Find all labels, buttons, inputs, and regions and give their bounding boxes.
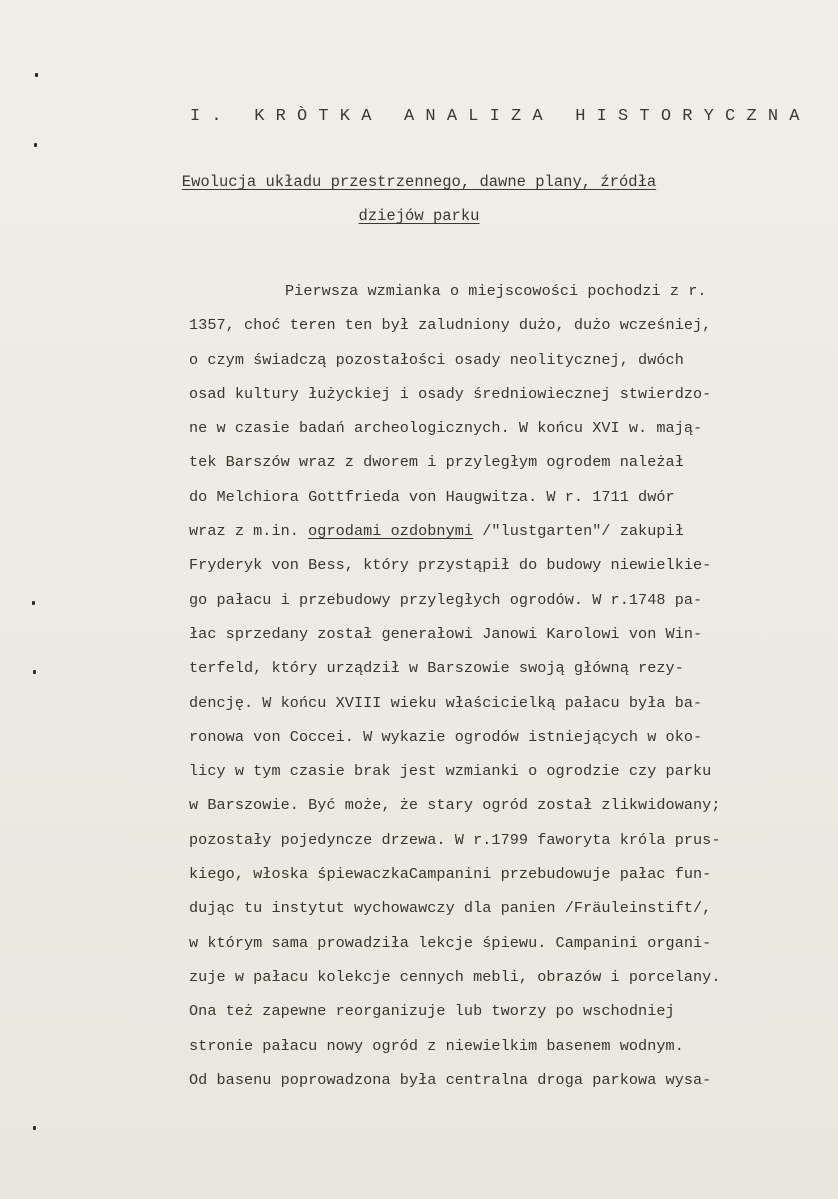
text-line: Fryderyk von Bess, który przystąpił do budowy niewielkie- [189, 556, 712, 575]
text-line: do Melchiora Gottfrieda von Haugwitza. W r. 1711 dwór [189, 487, 675, 506]
body-text [189, 274, 789, 1097]
text-line: 1357, choć teren ten był zaludniony dużo, dużo wcześniej, [189, 316, 712, 335]
text-line: Pierwsza wzmianka o miejscowości pochodzi z r. [285, 282, 707, 300]
text-segment: wraz z m.in. [189, 522, 299, 541]
text-line: stronie pałacu nowy ogród z niewielkim basenem wodnym. [189, 1036, 684, 1055]
chapter-title: I. KRÒTKA ANALIZA HISTORYCZNA [190, 107, 811, 126]
text-line: w którym sama prowadziła lekcje śpiewu. Campanini organi- [189, 933, 712, 952]
text-line: terfeld, który urządził w Barszowie swoją główną rezy- [189, 659, 684, 678]
margin-mark [32, 601, 35, 605]
margin-mark [33, 1126, 36, 1130]
section-subtitle-line-1: Ewolucja układu przestrzennego, dawne plany, źródła [181, 173, 657, 191]
text-line: zuje w pałacu kolekcje cennych mebli, obrazów i porcelany. [189, 967, 721, 986]
text-line: licy w tym czasie brak jest wzmianki o ogrodzie czy parku [189, 762, 712, 781]
underlined-phrase: ogrodami ozdobnymi [308, 522, 474, 541]
text-line: ronowa von Coccei. W wykazie ogrodów istniejących w oko- [189, 727, 703, 746]
section-subtitle-line-2: dziejów parku [358, 207, 480, 225]
text-line: go pałacu i przebudowy przyległych ogrodów. W r.1748 pa- [189, 590, 703, 609]
text-line-with-underline [189, 514, 789, 548]
margin-mark [33, 670, 36, 674]
text-line: kiego, włoska śpiewaczkaCampanini przebudowuje pałac fun- [189, 865, 712, 884]
text-line: dencję. W końcu XVIII wieku właścicielką pałacu była ba- [189, 693, 703, 712]
text-segment: /"lustgarten"/ zakupił [482, 522, 684, 541]
text-line: pozostały pojedyncze drzewa. W r.1799 faworyta króla prus- [189, 830, 721, 849]
text-line: tek Barszów wraz z dworem i przyległym ogrodem należał [189, 453, 684, 472]
text-line: ne w czasie badań archeologicznych. W końcu XVI w. mają- [189, 419, 703, 438]
text-line: w Barszowie. Być może, że stary ogród został zlikwidowany; [189, 796, 721, 815]
margin-mark [34, 143, 37, 147]
text-line: osad kultury łużyckiej i osady średniowiecznej stwierdzo- [189, 384, 712, 403]
margin-mark [35, 73, 38, 77]
text-line: dując tu instytut wychowawczy dla panien /Fräuleinstift/, [189, 899, 712, 918]
text-line: o czym świadczą pozostałości osady neolitycznej, dwóch [189, 350, 684, 369]
text-line: łac sprzedany został generałowi Janowi Karolowi von Win- [189, 624, 703, 643]
text-line: Od basenu poprowadzona była centralna droga parkowa wysa- [189, 1070, 712, 1089]
text-line: Ona też zapewne reorganizuje lub tworzy po wschodniej [189, 1002, 675, 1021]
